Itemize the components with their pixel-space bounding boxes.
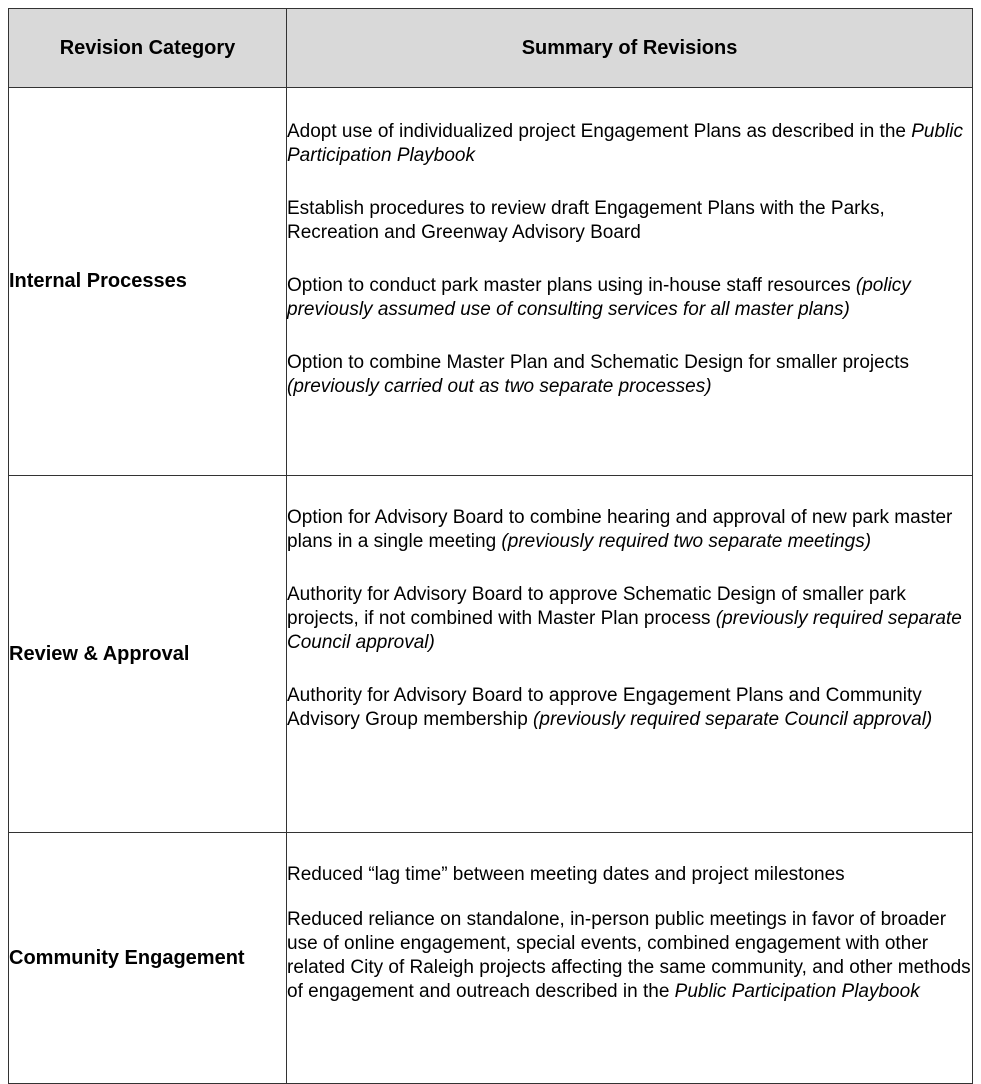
revision-item: Option for Advisory Board to combine hearing and approval of new park master plans in a single meeting (previously required two separate meetings) [287, 507, 953, 552]
revision-item: Adopt use of individualized project Engagement Plans as described in the Public Participation Playbook [287, 121, 963, 166]
revision-item: Authority for Advisory Board to approve Schematic Design of smaller park projects, if not combined with Master Plan process (previously required separate Council approval) [287, 584, 962, 653]
category-cell: Internal Processes [9, 88, 287, 476]
revision-item: Option to combine Master Plan and Schematic Design for smaller projects (previously carried out as two separate processes) [287, 352, 909, 397]
category-cell: Review & Approval [9, 476, 287, 833]
revision-item: Authority for Advisory Board to approve Engagement Plans and Community Advisory Group membership (previously required separate Council approval) [287, 685, 933, 730]
table-row [9, 833, 973, 1084]
revision-item: Reduced “lag time” between meeting dates and project milestones [287, 864, 845, 885]
revision-item: Option to conduct park master plans using in-house staff resources (policy previously assumed use of consulting services for all master plans) [287, 275, 911, 320]
header-revision-category: Revision Category [9, 9, 287, 88]
summary-cell [287, 88, 973, 476]
header-summary-of-revisions: Summary of Revisions [287, 9, 973, 88]
revision-item: Reduced reliance on standalone, in-person public meetings in favor of broader use of online engagement, special events, combined engagement with other related City of Raleigh projects affecting the same community, and other methods of engagement and outreach described in the Public Participation Playbook [287, 909, 971, 1002]
header-row [9, 9, 973, 88]
summary-cell [287, 833, 973, 1084]
table-row [9, 88, 973, 476]
category-cell: Community Engagement [9, 833, 287, 1084]
revisions-table [8, 8, 973, 1084]
summary-cell [287, 476, 973, 833]
table-row [9, 476, 973, 833]
revision-item: Establish procedures to review draft Engagement Plans with the Parks, Recreation and Greenway Advisory Board [287, 198, 885, 243]
